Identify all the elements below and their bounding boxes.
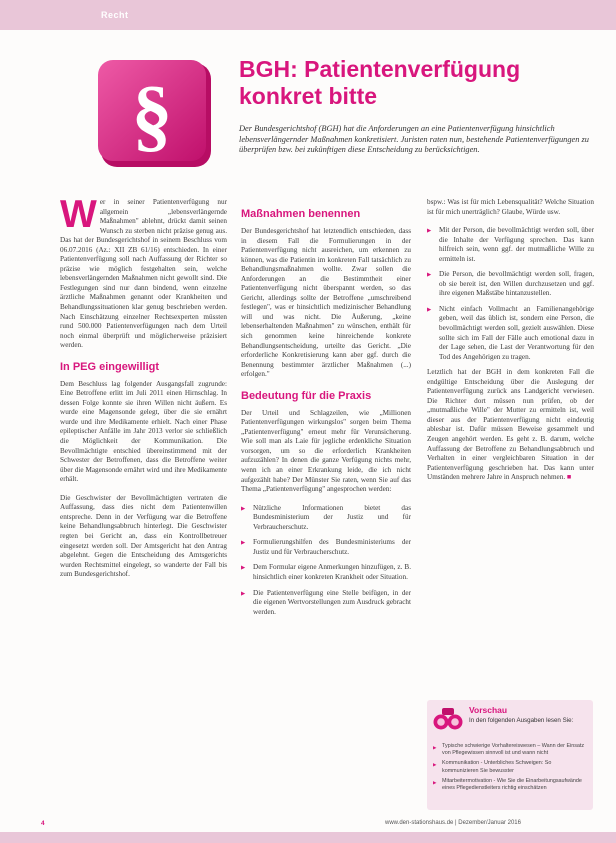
- list-item: ▶ Mitarbeitermotivation - Wie Sie die Einarbeitungsaufwände eines Pflegedienstleiters richtig einschätzen: [433, 778, 589, 792]
- list-item: ▶ Typische schwierige Vorhaltereiswesen – Wann der Einsatz von Pflegewissen sinnvoll ist und wann nicht: [433, 743, 589, 757]
- list-item: ▶ Formulierungshilfen des Bundesministeriums der Justiz und für Verbraucherschutz.: [241, 538, 411, 557]
- heading-massnahmen: Maßnahmen benennen: [241, 208, 361, 220]
- col1-intro: er in seiner Patientenverfügung nur allgemein „lebensverlängernde Maßnahmen" ablehnt, drückt damit seinen Wunsch zu sterben nicht präzise genug aus. Das hat der Bundesgerichtshof in seinem Beschluss vom 06.07.2016 (Az.: XII ZB 61/16) entschieden. In einer Patientenverfügung soll nach Auffassung der Richter so präzise wie möglich festgehalten sein, welche lebensverlängernden Maßnahmen nicht gewollt sind. Die Festlegungen sind nur dann bindend, wenn einzelne ärztliche Maßnahmen genannt oder Krankheiten und Behandlungssituationen klar genug beschrieben werden. Nach Einschätzung einzelner Rechtsexperten müssten rund 500.000 Patientenverfügungen nach dem Urteil noch einmal überprüft und möglicherweise präzisiert werden.: [60, 198, 227, 350]
- col3-paragraph-2: Letztlich hat der BGH in dem konkreten Fall die endgültige Entscheidung über die Auslegung der Patientenverfügung zurück ans Landgericht verwiesen. Die Richter dort müssen nun prüfen, ob der „mutmaßliche Wille" der Mutter zu ermitteln ist, weil dieser aus der Patientenverfügung nicht eindeutig ablesbar ist. Dafür müssen Beweise gesammelt und Zeugen angehört werden. Es geht z. B. darum, welche Auffassung der Betroffene zu Behandlungsabbruch und Verhalten in einer vergleichbaren Situation in der Patientenverfügung geschrieben hat. Das kann unter Umständen mehrere Jahre in Anspruch nehmen.: [427, 368, 594, 482]
- list-item: ▶ Kommunikation - Unterbliches Schweigen: So kommunizieren Sie bewusster: [433, 760, 589, 774]
- column-3: [427, 198, 594, 492]
- list-item: ▶ Die Patientenverfügung eine Stelle beifügen, in der die eigenen Wertvorstellungen zum Ausdruck gebracht werden.: [241, 589, 411, 618]
- preview-title: Vorschau: [469, 705, 508, 715]
- title-line-2: konkret bitte: [239, 83, 378, 109]
- list-item: ▶ Dem Formular eigene Anmerkungen hinzufügen, z. B. hinsichtlich einer konkreten Krankheit oder Situation.: [241, 563, 411, 582]
- article-lead: Der Bundesgerichtshof (BGH) hat die Anforderungen an eine Patientenverfügung hinsichtlich lebensverlängernder Maßnahmen konkretisiert. Juristen raten nun, bestehende Patientenverfügungen zu überprüfen bzw. bei zukünftigen diese Entscheidung zu berücksichtigen.: [239, 124, 589, 155]
- page-number: 4: [41, 820, 45, 827]
- preview-subtitle: In den folgenden Ausgaben lesen Sie:: [469, 717, 574, 724]
- list-item: ▶ Nicht einfach Vollmacht an Familienangehörige geben, weil das üblich ist, sondern eine Person, die bevollmächtigt werden soll, gezielt auswählen. Diese sollte sich im Fall der Fälle auch emotional dazu in der Lage sehen, die Last der Verantwortung für den Tod des Angehörigen zu tragen.: [427, 305, 594, 362]
- binoculars-icon: [433, 706, 463, 732]
- col3-intro: bspw.: Was ist für mich Lebensqualität? Welche Situation ist für mich unerträglich? Glaube, Würde usw.: [427, 198, 594, 216]
- end-mark: ■: [566, 473, 572, 482]
- article-title: [239, 56, 589, 110]
- col1-paragraph-3: Die Geschwister der Bevollmächtigten vertraten die Auffassung, dass dies nicht dem Patientenwillen entspreche. Denn in der Verfügung war die Betroffene keine Behandlungsabbruch hinterlegt. Die Geschwister regten bei Gericht an, dass ein Kontrollbetreuer eingesetzt werden soll. Der Amtsgericht hat den Antrag abgelehnt. Gegen die Entscheidung des Amtsgerichts wurden Rechtsmittel eingelegt, so wanderte der Fall bis zum Bundesgerichtshof.: [60, 493, 227, 579]
- footer-bar: [0, 832, 616, 843]
- heading-peg: In PEG eingewilligt: [60, 360, 160, 373]
- tips-list-continued: [427, 226, 594, 362]
- footer-url: www.den-stationshaus.de | Dezember/Januar 2016: [385, 820, 521, 826]
- column-1: [60, 193, 227, 589]
- column-2: [241, 205, 411, 623]
- drop-cap: W: [60, 193, 97, 236]
- heading-praxis: Bedeutung für die Praxis: [241, 389, 372, 402]
- title-line-1: BGH: Patientenverfügung: [239, 56, 521, 82]
- tips-list: [241, 504, 411, 617]
- svg-text:§: §: [131, 69, 173, 160]
- list-item: ▶ Die Person, die bevollmächtigt werden soll, fragen, ob sie bereit ist, den Willen durchzusetzen und ggf. ihre eigenen Maßstäbe hintanzustellen.: [427, 270, 594, 299]
- preview-box: [427, 700, 593, 810]
- list-item: ▶ Nützliche Informationen bietet das Bundesministerium der Justiz und für Verbraucherschutz.: [241, 504, 411, 533]
- section-kicker: Recht: [101, 10, 129, 20]
- paragraph-icon: [98, 60, 214, 170]
- col2-paragraph-2: Der Urteil und Schlagzeilen, wie „Millionen Patientenverfügungen wirkungslos" sorgen beim Thema „Patientenverfügung" erneut mehr für Verunsicherung. Wie soll man als Laie für jegliche erdenkliche Situation vorsorgen, um so die erforderlich Krankheiten aufzuzählen? In denen die ganze Verfügung nichts mehr, wenn ich an einer Erkrankung leide, die ich nicht aufgezählt habe? Der Münster Sie raten, wenn Sie auf das Thema „Patientenverfügung" angesprochen werden:: [241, 408, 411, 494]
- list-item: ▶ Mit der Person, die bevollmächtigt werden soll, über die Inhalte der Verfügung sprechen. Das kann hilfreich sein, wenn ggf. der mutmaßliche Wille zu ermitteln ist.: [427, 226, 594, 264]
- col1-paragraph-2: Dem Beschluss lag folgender Ausgangsfall zugrunde: Eine Betroffene erlitt im Juli 2011 einen Hirnschlag. In dessen Folge konnte sie ihren Willen nicht äußern. Es wurde eine Magensonde gelegt, über die sie ernährt wurde und ihre Medikamente erhielt. Nach einer Phase epileptischer Anfälle im Jahr 2013 verlor sie schließlich die Möglichkeit der Kommunikation. Die Bevollmächtigte entschied übereinstimmend mit der Schwester der Betroffenen, dass die Betroffene weiter über die Magensonde ernährt wird und ihre Medikamente erhält.: [60, 379, 227, 484]
- preview-list: [433, 743, 589, 795]
- col2-paragraph-1: Der Bundesgerichtshof hat letztendlich entschieden, dass in diesem Fall die Formulierungen in der Patientenverfügung nicht ausreichen, um erkennen zu können, was die Patientin im konkreten Fall tatsächlich zu Behandlungsmaßnahmen wollte. Zwar sollen die Anforderungen an die Bestimmtheit einer Patientenverfügung nicht überspannt werden, so das Gericht, allerdings sollte der Betroffene „umschreibend festlegen", was er hinsichtlich medizinischer Behandlung will und was nicht. Die Äußerung, „keine lebenserhaltenden Maßnahmen" zu wünschen, enthält für sich genommen keine hinreichende konkrete Behandlungsentscheidung, urteilte das Gericht. „Die erforderliche Konkretisierung kann aber ggf. durch die Benennung bestimmter ärztlicher Maßnahmen (...) erfolgen.": [241, 227, 411, 379]
- section-header-bar: [0, 0, 616, 30]
